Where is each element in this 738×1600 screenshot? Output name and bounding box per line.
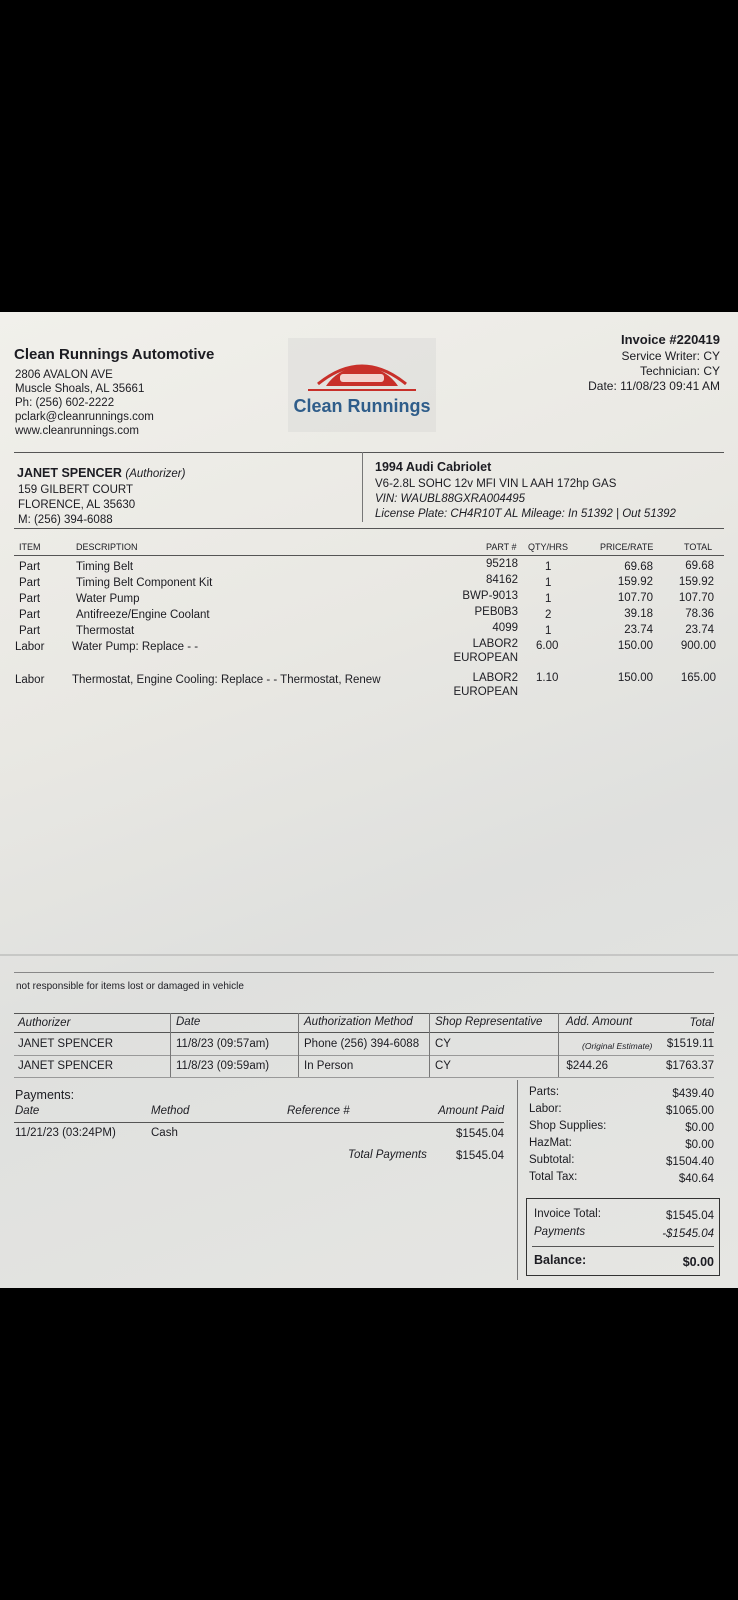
customer-role: (Authorizer)	[125, 468, 186, 480]
summary-value: $1504.40	[666, 1156, 714, 1168]
vehicle-title: 1994 Audi Cabriolet	[375, 460, 492, 474]
shop-phone: Ph: (256) 602-2222	[15, 397, 115, 409]
shop-website: www.cleanrunnings.com	[15, 425, 140, 437]
total-payments-value: $1545.04	[456, 1150, 504, 1162]
divider	[14, 1013, 714, 1014]
item-description: Timing Belt	[76, 561, 134, 573]
divider	[14, 972, 714, 973]
car-logo-icon	[288, 338, 436, 398]
divider	[14, 1055, 714, 1056]
summary-label: HazMat:	[529, 1137, 572, 1149]
auth-col-rep: Shop Representative	[435, 1016, 543, 1028]
invoice-date: Date: 11/08/23 09:41 AM	[588, 379, 720, 393]
divider	[14, 452, 724, 453]
summary-label: Shop Supplies:	[529, 1120, 607, 1132]
col-qty: QTY/HRS	[528, 542, 569, 552]
item-type: Part	[19, 577, 41, 589]
payments-applied-value: -$1545.04	[662, 1228, 714, 1240]
invoice-number: Invoice #220419	[620, 332, 720, 347]
pay-amount: $1545.04	[456, 1128, 504, 1140]
auth-col-total: Total	[689, 1017, 714, 1029]
auth-col-date: Date	[176, 1016, 201, 1028]
pay-method: Cash	[151, 1127, 178, 1139]
item-price: 39.18	[624, 608, 653, 620]
summary-label: Total Tax:	[529, 1171, 578, 1183]
item-price: 23.74	[624, 624, 653, 636]
summary-value: $0.00	[685, 1139, 714, 1151]
vehicle-plate-mileage: License Plate: CH4R10T AL Mileage: In 51392 | Out 51392	[375, 508, 676, 520]
item-price: 107.70	[617, 592, 653, 604]
item-qty: 1	[545, 561, 552, 573]
divider	[429, 1013, 430, 1077]
item-total: 23.74	[685, 624, 714, 636]
item-qty: 1.10	[536, 672, 559, 684]
auth-col-add-amount: Add. Amount	[566, 1016, 633, 1028]
invoice-paper	[0, 312, 738, 1288]
pay-col-method: Method	[151, 1105, 190, 1117]
item-part: 4099	[492, 622, 518, 634]
item-qty: 2	[545, 609, 552, 621]
item-part: BWP-9013	[462, 590, 518, 602]
service-writer: Service Writer: CY	[621, 349, 720, 363]
item-part: LABOR2	[472, 672, 518, 684]
auth-rep: CY	[435, 1038, 451, 1050]
col-price: PRICE/RATE	[600, 542, 654, 552]
customer-name: JANET SPENCER	[17, 466, 122, 480]
disclaimer: not responsible for items lost or damaged in vehicle	[16, 981, 244, 992]
col-total: TOTAL	[684, 542, 713, 552]
item-total: 900.00	[680, 640, 716, 652]
item-type: Part	[19, 593, 41, 605]
customer-mobile: M: (256) 394-6088	[18, 514, 113, 526]
summary-value: $1065.00	[666, 1105, 714, 1117]
item-description: Timing Belt Component Kit	[76, 577, 213, 589]
item-qty: 1	[545, 625, 552, 637]
item-price: 69.68	[624, 561, 653, 573]
shop-address-2: Muscle Shoals, AL 35661	[15, 383, 145, 395]
auth-total: $1519.11	[666, 1038, 714, 1050]
shop-name: Clean Runnings Automotive	[14, 346, 215, 363]
divider	[558, 1013, 559, 1077]
divider	[517, 1080, 518, 1280]
pay-date: 11/21/23 (03:24PM)	[15, 1127, 116, 1139]
item-description: Thermostat	[76, 625, 135, 637]
item-description: Water Pump	[76, 593, 140, 605]
item-part: 84162	[486, 574, 518, 586]
item-qty: 1	[545, 593, 552, 605]
summary-value: $439.40	[672, 1088, 714, 1100]
summary-label: Parts:	[529, 1086, 560, 1098]
vehicle-vin: VIN: WAUBL88GXRA004495	[375, 493, 526, 505]
divider	[298, 1013, 299, 1077]
customer-street: 159 GILBERT COURT	[18, 484, 134, 496]
item-total: 107.70	[678, 592, 714, 604]
balance-label: Balance:	[534, 1253, 587, 1267]
paper-fold	[0, 954, 738, 956]
item-part: 95218	[486, 558, 518, 570]
pay-col-amount: Amount Paid	[438, 1105, 504, 1117]
item-total: 159.92	[678, 576, 714, 588]
summary-value: $40.64	[678, 1173, 714, 1185]
item-type: Labor	[15, 641, 45, 653]
payments-applied-label: Payments	[534, 1226, 586, 1238]
total-payments-label: Total Payments	[348, 1149, 427, 1161]
auth-add-amount: $244.26	[566, 1060, 608, 1072]
auth-date: 11/8/23 (09:59am)	[176, 1060, 270, 1072]
divider	[170, 1013, 171, 1077]
item-part-category: EUROPEAN	[453, 652, 518, 664]
logo-wordmark: Clean Runnings	[293, 396, 431, 416]
item-part-category: EUROPEAN	[453, 686, 518, 698]
pay-col-reference: Reference #	[287, 1105, 350, 1117]
shop-address-1: 2806 AVALON AVE	[15, 369, 113, 381]
shop-logo	[288, 338, 436, 432]
invoice-total-label: Invoice Total:	[534, 1208, 601, 1220]
item-total: 69.68	[685, 560, 714, 572]
item-type: Part	[19, 609, 41, 621]
item-total: 165.00	[680, 672, 716, 684]
pay-col-date: Date	[15, 1105, 40, 1117]
item-qty: 6.00	[536, 640, 559, 652]
auth-method: In Person	[304, 1060, 354, 1072]
item-part: PEB0B3	[474, 606, 518, 618]
vehicle-engine: V6-2.8L SOHC 12v MFI VIN L AAH 172hp GAS	[375, 478, 617, 490]
auth-date: 11/8/23 (09:57am)	[176, 1038, 270, 1050]
auth-total: $1763.37	[666, 1060, 714, 1072]
divider	[14, 1077, 714, 1078]
item-price: 159.92	[617, 576, 653, 588]
divider	[14, 1122, 504, 1123]
auth-col-method: Authorization Method	[304, 1016, 413, 1028]
auth-method: Phone (256) 394-6088	[304, 1038, 420, 1050]
invoice-total-value: $1545.04	[666, 1210, 714, 1222]
item-total: 78.36	[685, 608, 714, 620]
customer-city: FLORENCE, AL 35630	[18, 499, 136, 511]
auth-authorizer: JANET SPENCER	[18, 1060, 114, 1072]
col-part: PART #	[486, 542, 517, 552]
col-description: DESCRIPTION	[76, 542, 138, 552]
summary-label: Subtotal:	[529, 1154, 575, 1166]
auth-col-authorizer: Authorizer	[18, 1017, 71, 1029]
customer-name-line	[17, 466, 185, 480]
shop-email: pclark@cleanrunnings.com	[15, 411, 154, 423]
divider	[362, 452, 363, 522]
payments-title: Payments:	[15, 1088, 75, 1102]
auth-rep: CY	[435, 1060, 451, 1072]
divider	[14, 1032, 714, 1033]
technician: Technician: CY	[639, 364, 720, 378]
divider	[14, 555, 724, 556]
auth-authorizer: JANET SPENCER	[18, 1038, 114, 1050]
item-type: Part	[19, 625, 41, 637]
item-part: LABOR2	[472, 638, 518, 650]
item-type: Labor	[15, 674, 45, 686]
divider	[532, 1246, 714, 1247]
item-price: 150.00	[617, 672, 653, 684]
divider	[14, 528, 724, 529]
summary-label: Labor:	[529, 1103, 562, 1115]
item-description: Thermostat, Engine Cooling: Replace - - Thermostat, Renew	[72, 674, 381, 686]
item-qty: 1	[545, 577, 552, 589]
col-item: ITEM	[19, 542, 41, 552]
item-description: Antifreeze/Engine Coolant	[76, 609, 210, 621]
balance-value: $0.00	[682, 1255, 714, 1269]
item-type: Part	[19, 561, 41, 573]
item-price: 150.00	[617, 640, 653, 652]
summary-value: $0.00	[685, 1122, 714, 1134]
item-description: Water Pump: Replace - -	[72, 641, 199, 653]
auth-add-amount: (Original Estimate)	[582, 1041, 653, 1051]
